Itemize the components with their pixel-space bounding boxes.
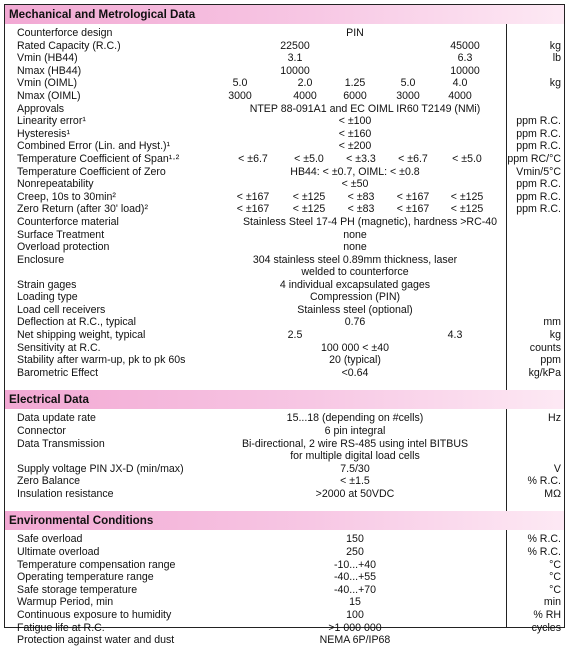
spec-unit: min (543, 596, 561, 609)
spec-row (17, 463, 564, 476)
spec-row (17, 342, 564, 355)
spec-value: < ±125 (450, 203, 484, 216)
datasheet-table (4, 4, 565, 647)
spec-unit: Hz (548, 412, 561, 425)
spec-label: Combined Error (Lin. and Hyst.)¹ (17, 140, 171, 153)
spec-value: 15 (349, 596, 361, 609)
spec-row (17, 559, 564, 572)
spec-label: Nonrepeatability (17, 178, 94, 191)
spec-unit: kg (549, 39, 561, 52)
section-header-electrical-data: Electrical Data (5, 390, 564, 409)
spec-unit: MΩ (544, 487, 561, 500)
spec-row (17, 203, 564, 216)
spec-value: 3000 (396, 89, 420, 102)
spec-value: < ±5.0 (294, 152, 324, 165)
spec-row (17, 412, 564, 425)
spec-value: 5.0 (232, 77, 248, 90)
spec-value: < ±167 (236, 203, 270, 216)
spec-row (17, 622, 564, 635)
spec-label: Hysteresis¹ (17, 127, 70, 140)
section-rows (5, 27, 564, 379)
spec-row (17, 596, 564, 609)
spec-value: 4000 (293, 89, 317, 102)
spec-unit: ppm RC/°C (507, 152, 561, 165)
spec-row (17, 115, 564, 128)
spec-value: 10000 (280, 64, 310, 77)
spec-row (17, 304, 564, 317)
spec-value: < ±100 (338, 115, 372, 128)
spec-label: Counterforce design (17, 27, 113, 39)
spec-value: 6 pin integral (324, 425, 386, 438)
spec-unit: mm (543, 316, 561, 329)
spec-label: Temperature Coefficient of Zero (17, 165, 166, 178)
spec-row (17, 609, 564, 622)
spec-value: 4 individual excapsulated gages (279, 278, 431, 291)
spec-label: Strain gages (17, 278, 77, 291)
spec-value: 304 stainless steel 0.89mm thickness, laser welded to counterforce (252, 253, 458, 279)
spec-value: 4.0 (452, 77, 468, 90)
spec-value: 20 (typical) (329, 354, 381, 367)
spec-row (17, 216, 564, 229)
spec-label: Surface Treatment (17, 228, 105, 241)
spec-label: Barometric Effect (17, 366, 99, 379)
spec-row (17, 367, 564, 380)
spec-label: Approvals (17, 102, 65, 115)
spec-value: < ±125 (292, 203, 326, 216)
spec-row (17, 241, 564, 254)
spec-value: < ±5.0 (452, 152, 482, 165)
spec-unit: % R.C. (527, 546, 561, 558)
spec-label: Safe storage temperature (17, 583, 138, 596)
spec-label: Temperature Coefficient of Span¹·² (17, 152, 180, 165)
spec-unit: ppm R.C. (516, 190, 561, 203)
spec-value: Stainless steel (optional) (297, 303, 413, 316)
spec-value: none (343, 228, 367, 241)
spec-label: Counterforce material (17, 215, 119, 228)
spec-row (17, 191, 564, 204)
spec-label: Fatigue life at R.C. (17, 621, 105, 634)
spec-value: PIN (346, 27, 364, 39)
section-rows (5, 533, 564, 646)
spec-value: < ±6.7 (398, 152, 428, 165)
spec-row (17, 178, 564, 191)
spec-unit: kg (549, 77, 561, 90)
spec-row (17, 229, 564, 242)
spec-row (17, 291, 564, 304)
spec-value: 3.1 (287, 52, 303, 65)
spec-value: 6000 (343, 89, 367, 102)
spec-value: 4000 (448, 89, 472, 102)
spec-label: Zero Return (after 30' load)² (17, 203, 148, 216)
spec-row (17, 354, 564, 367)
spec-label: Supply voltage PIN JX-D (min/max) (17, 462, 184, 475)
spec-row (17, 77, 564, 90)
spec-label: Creep, 10s to 30min² (17, 190, 116, 203)
spec-row (17, 128, 564, 141)
spec-value: -40...+55 (333, 571, 377, 584)
spec-row (17, 316, 564, 329)
spec-value: 2.5 (287, 329, 303, 342)
spec-label: Insulation resistance (17, 487, 114, 500)
spec-unit: V (553, 462, 561, 475)
spec-label: Data Transmission (17, 437, 105, 450)
spec-unit: kg (549, 329, 561, 342)
spec-value: <0.64 (341, 366, 369, 379)
spec-label: Loading type (17, 291, 78, 304)
spec-value: Bi-directional, 2 wire RS-485 using intel BITBUS for multiple digital load cells (241, 437, 469, 463)
spec-row (17, 546, 564, 559)
spec-value: HB44: < ±0.7, OIML: < ±0.8 (290, 165, 420, 178)
spec-value: -10...+40 (333, 558, 377, 571)
spec-value: NEMA 6P/IP68 (319, 634, 391, 647)
spec-value: 5.0 (400, 77, 416, 90)
spec-row (17, 488, 564, 501)
spec-row (17, 571, 564, 584)
spec-value: 45000 (450, 39, 480, 52)
spec-row (17, 533, 564, 546)
spec-row (17, 40, 564, 53)
spec-value: < ±1.5 (340, 475, 370, 488)
spec-unit: ppm R.C. (516, 203, 561, 216)
spec-row (17, 438, 564, 463)
spec-value: 22500 (280, 39, 310, 52)
spec-row (17, 279, 564, 292)
spec-label: Connector (17, 425, 66, 438)
spec-value: 10000 (450, 64, 480, 77)
spec-label: Nmax (HB44) (17, 64, 82, 77)
spec-label: Ultimate overload (17, 546, 100, 558)
spec-value: < ±125 (450, 190, 484, 203)
spec-row (17, 153, 564, 166)
spec-value: < ±167 (396, 190, 430, 203)
spec-value: 1.25 (344, 77, 366, 90)
spec-unit: % RH (533, 608, 561, 621)
spec-unit: kg/kPa (528, 366, 561, 379)
spec-label: Protection against water and dust (17, 634, 175, 647)
spec-unit: lb (552, 52, 561, 65)
spec-value: < ±50 (341, 178, 369, 191)
spec-unit: Vmin/5°C (516, 165, 561, 178)
spec-unit: % R.C. (527, 475, 561, 488)
spec-label: Overload protection (17, 241, 110, 254)
spec-value: < ±167 (236, 190, 270, 203)
section-header-mechanical-and-metrological-data: Mechanical and Metrological Data (5, 5, 564, 24)
spec-value: 150 (346, 533, 364, 546)
spec-value: Stainless Steel 17-4 PH (magnetic), hardness >RC-40 (242, 215, 498, 228)
spec-label: Zero Balance (17, 475, 81, 488)
spec-unit: °C (549, 571, 561, 584)
spec-value: < ±3.3 (346, 152, 376, 165)
spec-row (17, 475, 564, 488)
spec-value: 100 (346, 608, 364, 621)
spec-label: Continuous exposure to humidity (17, 608, 172, 621)
spec-unit: °C (549, 583, 561, 596)
section-header-environmental-conditions: Environmental Conditions (5, 511, 564, 530)
spec-value: 0.76 (344, 316, 366, 329)
spec-value: NTEP 88-091A1 and EC OIML IR60 T2149 (NMi) (249, 102, 481, 115)
spec-value: < ±125 (292, 190, 326, 203)
section-rows (5, 412, 564, 500)
spec-label: Operating temperature range (17, 571, 154, 584)
spec-label: Safe overload (17, 533, 83, 546)
spec-label: Stability after warm-up, pk to pk 60s (17, 354, 186, 367)
spec-label: Temperature compensation range (17, 558, 176, 571)
spec-value: 2.0 (297, 77, 313, 90)
spec-row (17, 140, 564, 153)
spec-row (17, 425, 564, 438)
spec-row (17, 90, 564, 103)
spec-unit: counts (529, 341, 561, 354)
spec-value: < ±200 (338, 140, 372, 153)
spec-value: 100 000 < ±40 (321, 341, 389, 354)
spec-label: Vmin (OIML) (17, 77, 78, 90)
spec-row (17, 584, 564, 597)
spec-row (17, 329, 564, 342)
spec-label: Net shipping weight, typical (17, 329, 146, 342)
spec-unit: ppm R.C. (516, 140, 561, 153)
spec-label: Enclosure (17, 253, 65, 266)
spec-value: >2000 at 50VDC (315, 487, 395, 500)
spec-label: Nmax (OIML) (17, 89, 81, 102)
spec-label: Deflection at R.C., typical (17, 316, 136, 329)
spec-unit: ppm R.C. (516, 115, 561, 128)
spec-row (17, 634, 564, 647)
spec-value: 6.3 (457, 52, 473, 65)
spec-unit: % R.C. (527, 533, 561, 546)
spec-unit: ppm R.C. (516, 127, 561, 140)
spec-row (17, 254, 564, 279)
spec-value: 250 (346, 546, 364, 558)
spec-value: 4.3 (447, 329, 463, 342)
spec-value: 7.5/30 (340, 462, 370, 475)
spec-value: none (343, 241, 367, 254)
spec-value: 15...18 (depending on #cells) (286, 412, 424, 425)
spec-row (17, 103, 564, 116)
spec-row (17, 52, 564, 65)
spec-value: < ±6.7 (238, 152, 268, 165)
spec-value: 3000 (228, 89, 252, 102)
spec-unit: ppm (540, 354, 561, 367)
spec-label: Load cell receivers (17, 303, 106, 316)
spec-value: < ±160 (338, 127, 372, 140)
spec-label: Sensitivity at R.C. (17, 341, 101, 354)
spec-value: < ±83 (347, 203, 375, 216)
spec-label: Warmup Period, min (17, 596, 114, 609)
spec-label: Rated Capacity (R.C.) (17, 39, 121, 52)
spec-unit: °C (549, 558, 561, 571)
spec-row (17, 27, 564, 40)
spec-label: Linearity error¹ (17, 115, 86, 128)
spec-unit: ppm R.C. (516, 178, 561, 191)
spec-value: < ±167 (396, 203, 430, 216)
spec-value: >1 000 000 (328, 621, 382, 634)
spec-row (17, 65, 564, 78)
spec-row (17, 166, 564, 179)
spec-value: -40...+70 (333, 583, 377, 596)
spec-value: < ±83 (347, 190, 375, 203)
spec-unit: cycles (531, 621, 561, 634)
spec-value: Compression (PIN) (309, 291, 401, 304)
spec-label: Vmin (HB44) (17, 52, 78, 65)
spec-label: Data update rate (17, 412, 96, 425)
